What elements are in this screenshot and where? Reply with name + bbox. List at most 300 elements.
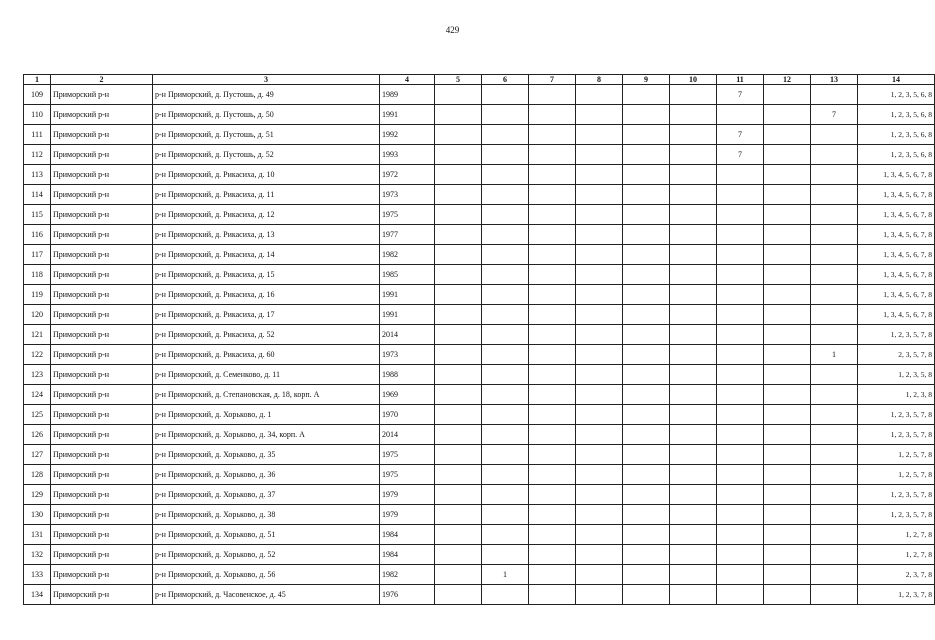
- col-14-cell: 1, 2, 3, 5, 8: [858, 365, 935, 385]
- col-11-cell: [717, 565, 764, 585]
- col-9-cell: [623, 145, 670, 165]
- col-13-cell: [811, 265, 858, 285]
- district-cell: Приморский р-н: [51, 465, 153, 485]
- col-14-cell: 1, 3, 4, 5, 6, 7, 8: [858, 165, 935, 185]
- col-7-cell: [529, 585, 576, 605]
- col-13-cell: [811, 225, 858, 245]
- row-number-cell: 124: [24, 385, 51, 405]
- col-12-cell: [764, 245, 811, 265]
- column-header: 10: [670, 75, 717, 85]
- col-9-cell: [623, 565, 670, 585]
- row-number-cell: 130: [24, 505, 51, 525]
- table-row: [24, 145, 935, 165]
- table-row: [24, 505, 935, 525]
- year-cell: 1988: [380, 365, 435, 385]
- col-11-cell: 7: [717, 85, 764, 105]
- address-cell: р-н Приморский, д. Хорьково, д. 34, корп. А: [153, 425, 380, 445]
- col-12-cell: [764, 165, 811, 185]
- table-row: [24, 225, 935, 245]
- col-10-cell: [670, 465, 717, 485]
- col-7-cell: [529, 385, 576, 405]
- district-cell: Приморский р-н: [51, 245, 153, 265]
- district-cell: Приморский р-н: [51, 305, 153, 325]
- col-12-cell: [764, 585, 811, 605]
- district-cell: Приморский р-н: [51, 205, 153, 225]
- col-13-cell: [811, 505, 858, 525]
- col-12-cell: [764, 425, 811, 445]
- col-6-cell: [482, 545, 529, 565]
- col-13-cell: [811, 305, 858, 325]
- col-12-cell: [764, 485, 811, 505]
- col-8-cell: [576, 325, 623, 345]
- col-5-cell: [435, 205, 482, 225]
- col-7-cell: [529, 405, 576, 425]
- col-10-cell: [670, 265, 717, 285]
- col-6-cell: [482, 405, 529, 425]
- col-11-cell: [717, 345, 764, 365]
- col-10-cell: [670, 245, 717, 265]
- row-number-cell: 115: [24, 205, 51, 225]
- table-row: [24, 485, 935, 505]
- col-13-cell: [811, 465, 858, 485]
- col-8-cell: [576, 545, 623, 565]
- col-6-cell: [482, 85, 529, 105]
- table-row: [24, 325, 935, 345]
- table-row: [24, 245, 935, 265]
- col-13-cell: [811, 485, 858, 505]
- col-13-cell: [811, 365, 858, 385]
- address-cell: р-н Приморский, д. Рикасиха, д. 12: [153, 205, 380, 225]
- col-5-cell: [435, 145, 482, 165]
- col-10-cell: [670, 305, 717, 325]
- col-14-cell: 1, 2, 5, 7, 8: [858, 445, 935, 465]
- district-cell: Приморский р-н: [51, 225, 153, 245]
- table-row: [24, 85, 935, 105]
- col-12-cell: [764, 265, 811, 285]
- district-cell: Приморский р-н: [51, 445, 153, 465]
- col-7-cell: [529, 125, 576, 145]
- district-cell: Приморский р-н: [51, 165, 153, 185]
- col-6-cell: [482, 365, 529, 385]
- col-10-cell: [670, 325, 717, 345]
- table-row: [24, 345, 935, 365]
- col-14-cell: 1, 3, 4, 5, 6, 7, 8: [858, 185, 935, 205]
- col-6-cell: [482, 445, 529, 465]
- col-12-cell: [764, 325, 811, 345]
- address-cell: р-н Приморский, д. Рикасиха, д. 15: [153, 265, 380, 285]
- year-cell: 1970: [380, 405, 435, 425]
- col-12-cell: [764, 105, 811, 125]
- column-header: 14: [858, 75, 935, 85]
- col-14-cell: 2, 3, 5, 7, 8: [858, 345, 935, 365]
- column-header: 12: [764, 75, 811, 85]
- col-7-cell: [529, 105, 576, 125]
- district-cell: Приморский р-н: [51, 385, 153, 405]
- col-14-cell: 1, 3, 4, 5, 6, 7, 8: [858, 305, 935, 325]
- district-cell: Приморский р-н: [51, 345, 153, 365]
- table-row: [24, 585, 935, 605]
- col-11-cell: [717, 545, 764, 565]
- address-cell: р-н Приморский, д. Рикасиха, д. 17: [153, 305, 380, 325]
- col-8-cell: [576, 405, 623, 425]
- col-9-cell: [623, 305, 670, 325]
- year-cell: 1984: [380, 545, 435, 565]
- row-number-cell: 112: [24, 145, 51, 165]
- col-8-cell: [576, 185, 623, 205]
- col-12-cell: [764, 365, 811, 385]
- year-cell: 1975: [380, 205, 435, 225]
- col-9-cell: [623, 345, 670, 365]
- col-14-cell: 1, 2, 3, 5, 7, 8: [858, 485, 935, 505]
- col-10-cell: [670, 565, 717, 585]
- col-12-cell: [764, 345, 811, 365]
- col-7-cell: [529, 265, 576, 285]
- district-cell: Приморский р-н: [51, 285, 153, 305]
- col-13-cell: 1: [811, 345, 858, 365]
- col-9-cell: [623, 465, 670, 485]
- district-cell: Приморский р-н: [51, 185, 153, 205]
- col-13-cell: [811, 125, 858, 145]
- col-11-cell: 7: [717, 125, 764, 145]
- col-11-cell: [717, 585, 764, 605]
- year-cell: 1975: [380, 465, 435, 485]
- district-cell: Приморский р-н: [51, 565, 153, 585]
- year-cell: 1979: [380, 505, 435, 525]
- address-cell: р-н Приморский, д. Хорьково, д. 37: [153, 485, 380, 505]
- col-9-cell: [623, 405, 670, 425]
- col-5-cell: [435, 385, 482, 405]
- col-11-cell: [717, 245, 764, 265]
- col-10-cell: [670, 485, 717, 505]
- col-5-cell: [435, 485, 482, 505]
- column-header: 7: [529, 75, 576, 85]
- address-cell: р-н Приморский, д. Часовенское, д. 45: [153, 585, 380, 605]
- col-12-cell: [764, 225, 811, 245]
- col-12-cell: [764, 125, 811, 145]
- address-cell: р-н Приморский, д. Рикасиха, д. 11: [153, 185, 380, 205]
- col-11-cell: 7: [717, 145, 764, 165]
- col-5-cell: [435, 425, 482, 445]
- col-14-cell: 1, 3, 4, 5, 6, 7, 8: [858, 265, 935, 285]
- col-10-cell: [670, 545, 717, 565]
- address-cell: р-н Приморский, д. Рикасиха, д. 10: [153, 165, 380, 185]
- col-10-cell: [670, 585, 717, 605]
- col-7-cell: [529, 325, 576, 345]
- table-row: [24, 385, 935, 405]
- district-cell: Приморский р-н: [51, 525, 153, 545]
- col-6-cell: [482, 105, 529, 125]
- col-10-cell: [670, 85, 717, 105]
- col-7-cell: [529, 445, 576, 465]
- col-13-cell: [811, 205, 858, 225]
- col-11-cell: [717, 225, 764, 245]
- col-13-cell: [811, 245, 858, 265]
- year-cell: 1984: [380, 525, 435, 545]
- col-9-cell: [623, 125, 670, 145]
- col-9-cell: [623, 445, 670, 465]
- row-number-cell: 116: [24, 225, 51, 245]
- col-10-cell: [670, 525, 717, 545]
- table-row: [24, 265, 935, 285]
- table-row: [24, 445, 935, 465]
- year-cell: 1972: [380, 165, 435, 185]
- column-header: 11: [717, 75, 764, 85]
- col-9-cell: [623, 185, 670, 205]
- col-10-cell: [670, 365, 717, 385]
- col-12-cell: [764, 185, 811, 205]
- col-8-cell: [576, 485, 623, 505]
- col-5-cell: [435, 85, 482, 105]
- col-8-cell: [576, 285, 623, 305]
- col-10-cell: [670, 345, 717, 365]
- col-7-cell: [529, 465, 576, 485]
- address-cell: р-н Приморский, д. Хорьково, д. 35: [153, 445, 380, 465]
- row-number-cell: 111: [24, 125, 51, 145]
- address-cell: р-н Приморский, д. Хорьково, д. 36: [153, 465, 380, 485]
- column-header: 3: [153, 75, 380, 85]
- col-13-cell: [811, 145, 858, 165]
- row-number-cell: 109: [24, 85, 51, 105]
- column-header: 4: [380, 75, 435, 85]
- col-7-cell: [529, 485, 576, 505]
- year-cell: 1969: [380, 385, 435, 405]
- col-14-cell: 1, 3, 4, 5, 6, 7, 8: [858, 225, 935, 245]
- district-cell: Приморский р-н: [51, 265, 153, 285]
- col-6-cell: [482, 245, 529, 265]
- col-7-cell: [529, 285, 576, 305]
- year-cell: 1992: [380, 125, 435, 145]
- col-5-cell: [435, 365, 482, 385]
- col-11-cell: [717, 445, 764, 465]
- row-number-cell: 125: [24, 405, 51, 425]
- col-10-cell: [670, 165, 717, 185]
- col-5-cell: [435, 445, 482, 465]
- col-9-cell: [623, 585, 670, 605]
- year-cell: 1977: [380, 225, 435, 245]
- col-14-cell: 1, 2, 5, 7, 8: [858, 465, 935, 485]
- year-cell: 1975: [380, 445, 435, 465]
- col-6-cell: [482, 385, 529, 405]
- col-13-cell: [811, 565, 858, 585]
- district-cell: Приморский р-н: [51, 405, 153, 425]
- col-10-cell: [670, 425, 717, 445]
- col-10-cell: [670, 505, 717, 525]
- district-cell: Приморский р-н: [51, 105, 153, 125]
- year-cell: 1991: [380, 105, 435, 125]
- address-cell: р-н Приморский, д. Хорьково, д. 51: [153, 525, 380, 545]
- col-12-cell: [764, 85, 811, 105]
- col-6-cell: 1: [482, 565, 529, 585]
- col-14-cell: 1, 2, 3, 5, 6, 8: [858, 125, 935, 145]
- col-13-cell: [811, 425, 858, 445]
- col-14-cell: 2, 3, 7, 8: [858, 565, 935, 585]
- year-cell: 1989: [380, 85, 435, 105]
- address-cell: р-н Приморский, д. Хорьково, д. 1: [153, 405, 380, 425]
- col-8-cell: [576, 145, 623, 165]
- page-number: 429: [445, 25, 460, 35]
- col-14-cell: 1, 2, 3, 5, 7, 8: [858, 325, 935, 345]
- col-9-cell: [623, 365, 670, 385]
- col-10-cell: [670, 385, 717, 405]
- column-header: 5: [435, 75, 482, 85]
- col-8-cell: [576, 305, 623, 325]
- col-6-cell: [482, 185, 529, 205]
- col-11-cell: [717, 165, 764, 185]
- col-5-cell: [435, 565, 482, 585]
- col-9-cell: [623, 505, 670, 525]
- col-12-cell: [764, 545, 811, 565]
- col-14-cell: 1, 3, 4, 5, 6, 7, 8: [858, 245, 935, 265]
- col-12-cell: [764, 405, 811, 425]
- col-7-cell: [529, 565, 576, 585]
- col-11-cell: [717, 525, 764, 545]
- col-11-cell: [717, 505, 764, 525]
- table-row: [24, 205, 935, 225]
- col-5-cell: [435, 505, 482, 525]
- col-7-cell: [529, 205, 576, 225]
- col-14-cell: 1, 2, 7, 8: [858, 545, 935, 565]
- col-10-cell: [670, 205, 717, 225]
- year-cell: 1985: [380, 265, 435, 285]
- col-7-cell: [529, 345, 576, 365]
- address-cell: р-н Приморский, д. Пустошь, д. 49: [153, 85, 380, 105]
- col-13-cell: [811, 285, 858, 305]
- col-14-cell: 1, 2, 3, 5, 7, 8: [858, 425, 935, 445]
- row-number-cell: 127: [24, 445, 51, 465]
- address-cell: р-н Приморский, д. Рикасиха, д. 52: [153, 325, 380, 345]
- address-cell: р-н Приморский, д. Хорьково, д. 56: [153, 565, 380, 585]
- col-5-cell: [435, 245, 482, 265]
- col-5-cell: [435, 185, 482, 205]
- col-14-cell: 1, 2, 3, 8: [858, 385, 935, 405]
- address-cell: р-н Приморский, д. Пустошь, д. 51: [153, 125, 380, 145]
- col-5-cell: [435, 125, 482, 145]
- col-7-cell: [529, 525, 576, 545]
- col-6-cell: [482, 225, 529, 245]
- col-6-cell: [482, 305, 529, 325]
- col-9-cell: [623, 205, 670, 225]
- col-5-cell: [435, 585, 482, 605]
- col-5-cell: [435, 525, 482, 545]
- year-cell: 1979: [380, 485, 435, 505]
- col-8-cell: [576, 125, 623, 145]
- row-number-cell: 114: [24, 185, 51, 205]
- col-12-cell: [764, 465, 811, 485]
- col-11-cell: [717, 385, 764, 405]
- table-row: [24, 185, 935, 205]
- col-13-cell: [811, 385, 858, 405]
- row-number-cell: 133: [24, 565, 51, 585]
- col-7-cell: [529, 145, 576, 165]
- col-13-cell: 7: [811, 105, 858, 125]
- col-9-cell: [623, 425, 670, 445]
- district-cell: Приморский р-н: [51, 325, 153, 345]
- district-cell: Приморский р-н: [51, 365, 153, 385]
- col-8-cell: [576, 525, 623, 545]
- col-12-cell: [764, 565, 811, 585]
- row-number-cell: 132: [24, 545, 51, 565]
- table-row: [24, 545, 935, 565]
- col-5-cell: [435, 225, 482, 245]
- col-6-cell: [482, 485, 529, 505]
- col-8-cell: [576, 165, 623, 185]
- col-9-cell: [623, 545, 670, 565]
- col-6-cell: [482, 585, 529, 605]
- col-8-cell: [576, 265, 623, 285]
- row-number-cell: 123: [24, 365, 51, 385]
- col-8-cell: [576, 505, 623, 525]
- col-8-cell: [576, 425, 623, 445]
- col-8-cell: [576, 385, 623, 405]
- col-6-cell: [482, 265, 529, 285]
- col-6-cell: [482, 425, 529, 445]
- col-9-cell: [623, 325, 670, 345]
- row-number-cell: 121: [24, 325, 51, 345]
- col-7-cell: [529, 425, 576, 445]
- row-number-cell: 128: [24, 465, 51, 485]
- col-5-cell: [435, 325, 482, 345]
- col-11-cell: [717, 325, 764, 345]
- col-8-cell: [576, 565, 623, 585]
- col-6-cell: [482, 125, 529, 145]
- row-number-cell: 122: [24, 345, 51, 365]
- col-8-cell: [576, 465, 623, 485]
- table-row: [24, 285, 935, 305]
- col-13-cell: [811, 445, 858, 465]
- housing-register-table: [23, 74, 935, 605]
- col-12-cell: [764, 525, 811, 545]
- table-row: [24, 365, 935, 385]
- col-11-cell: [717, 185, 764, 205]
- address-cell: р-н Приморский, д. Пустошь, д. 52: [153, 145, 380, 165]
- col-7-cell: [529, 505, 576, 525]
- col-11-cell: [717, 425, 764, 445]
- col-9-cell: [623, 485, 670, 505]
- address-cell: р-н Приморский, д. Хорьково, д. 52: [153, 545, 380, 565]
- col-7-cell: [529, 545, 576, 565]
- col-6-cell: [482, 285, 529, 305]
- address-cell: р-н Приморский, д. Пустошь, д. 50: [153, 105, 380, 125]
- col-9-cell: [623, 385, 670, 405]
- col-8-cell: [576, 445, 623, 465]
- district-cell: Приморский р-н: [51, 425, 153, 445]
- col-13-cell: [811, 325, 858, 345]
- col-14-cell: 1, 2, 3, 5, 6, 8: [858, 105, 935, 125]
- col-7-cell: [529, 185, 576, 205]
- col-10-cell: [670, 105, 717, 125]
- col-9-cell: [623, 525, 670, 545]
- col-7-cell: [529, 85, 576, 105]
- row-number-cell: 113: [24, 165, 51, 185]
- col-11-cell: [717, 405, 764, 425]
- col-9-cell: [623, 85, 670, 105]
- col-14-cell: 1, 2, 3, 5, 6, 8: [858, 145, 935, 165]
- district-cell: Приморский р-н: [51, 485, 153, 505]
- col-11-cell: [717, 305, 764, 325]
- col-8-cell: [576, 205, 623, 225]
- row-number-cell: 134: [24, 585, 51, 605]
- row-number-cell: 120: [24, 305, 51, 325]
- row-number-cell: 129: [24, 485, 51, 505]
- table-row: [24, 425, 935, 445]
- col-13-cell: [811, 545, 858, 565]
- col-5-cell: [435, 165, 482, 185]
- col-12-cell: [764, 305, 811, 325]
- col-13-cell: [811, 85, 858, 105]
- row-number-cell: 131: [24, 525, 51, 545]
- table-row: [24, 165, 935, 185]
- col-12-cell: [764, 445, 811, 465]
